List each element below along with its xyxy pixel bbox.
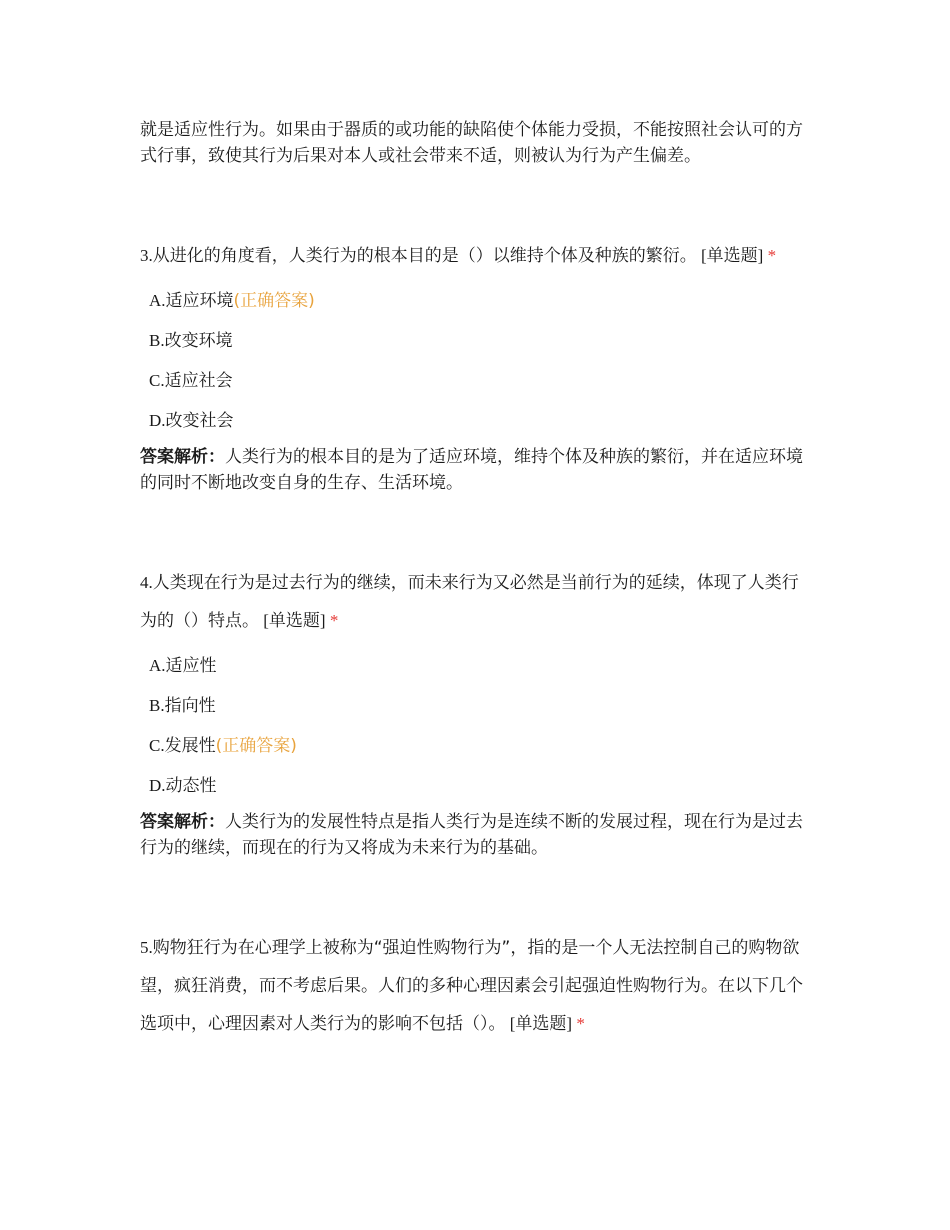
required-mark: *: [576, 1014, 585, 1033]
required-mark: *: [329, 611, 339, 630]
option-text: 指向性: [164, 696, 216, 716]
question-type: [单选题]: [701, 246, 764, 265]
option-d: [140, 766, 815, 806]
question-number: 4.: [140, 573, 153, 592]
option-a: [140, 646, 815, 686]
required-mark: *: [767, 246, 777, 265]
question-4: [140, 564, 815, 861]
option-label: C.: [149, 736, 165, 755]
option-text: 动态性: [165, 776, 217, 796]
correct-answer-tag: (正确答案): [215, 736, 297, 756]
answer-analysis: [140, 444, 815, 496]
answer-analysis: [140, 809, 815, 861]
option-text: 改变环境: [164, 331, 233, 351]
question-text: 人类现在行为是过去行为的继续，而未来行为又必然是当前行为的延续，体现了人类行为的（）特点。: [140, 573, 799, 631]
option-b: [140, 321, 815, 361]
question-text: 购物狂行为在心理学上被称为“强迫性购物行为”，指的是一个人无法控制自己的购物欲望，疯狂消费，而不考虑后果。人们的多种心理因素会引起强迫性购物行为。在以下几个选项中，心理因素对人类行为的影响不包括（）。: [140, 938, 803, 1034]
document-page: [140, 117, 815, 1043]
correct-answer-tag: (正确答案): [233, 291, 315, 311]
option-label: D.: [149, 776, 166, 795]
option-label: B.: [149, 696, 165, 715]
option-label: A.: [149, 291, 166, 310]
question-type: [单选题]: [263, 611, 326, 630]
question-number: 3.: [140, 246, 153, 265]
question-4-title: [140, 564, 815, 640]
option-label: C.: [149, 371, 165, 390]
option-text: 适应社会: [164, 371, 233, 391]
option-d: [140, 401, 815, 441]
analysis-text: 人类行为的根本目的是为了适应环境，维持个体及种族的繁衍，并在适应环境的同时不断地改变自身的生存、生活环境。: [140, 447, 803, 493]
option-label: B.: [149, 331, 165, 350]
question-number: 5.: [140, 938, 153, 957]
intro-paragraph: 就是适应性行为。如果由于器质的或功能的缺陷使个体能力受损，不能按照社会认可的方式行事，致使其行为后果对本人或社会带来不适，则被认为行为产生偏差。: [140, 120, 803, 166]
question-5: [140, 929, 815, 1043]
question-5-title: [140, 929, 815, 1043]
option-text: 改变社会: [165, 411, 234, 431]
option-text: 适应环境: [165, 291, 234, 311]
option-label: A.: [149, 656, 166, 675]
option-c: [140, 726, 815, 766]
option-a: [140, 281, 815, 321]
question-type: [单选题]: [509, 1014, 573, 1033]
question-4-options: [140, 646, 815, 806]
option-text: 发展性: [164, 736, 216, 756]
option-label: D.: [149, 411, 166, 430]
question-3-title: [140, 237, 815, 275]
analysis-label: 答案解析：: [140, 447, 225, 467]
question-3-options: [140, 281, 815, 441]
question-text: 从进化的角度看，人类行为的根本目的是（）以维持个体及种族的繁衍。: [152, 246, 697, 266]
analysis-label: 答案解析：: [140, 812, 225, 832]
analysis-text: 人类行为的发展性特点是指人类行为是连续不断的发展过程，现在行为是过去行为的继续，而现在的行为又将成为未来行为的基础。: [140, 812, 803, 858]
option-b: [140, 686, 815, 726]
option-c: [140, 361, 815, 401]
option-text: 适应性: [165, 656, 217, 676]
question-3: [140, 237, 815, 496]
